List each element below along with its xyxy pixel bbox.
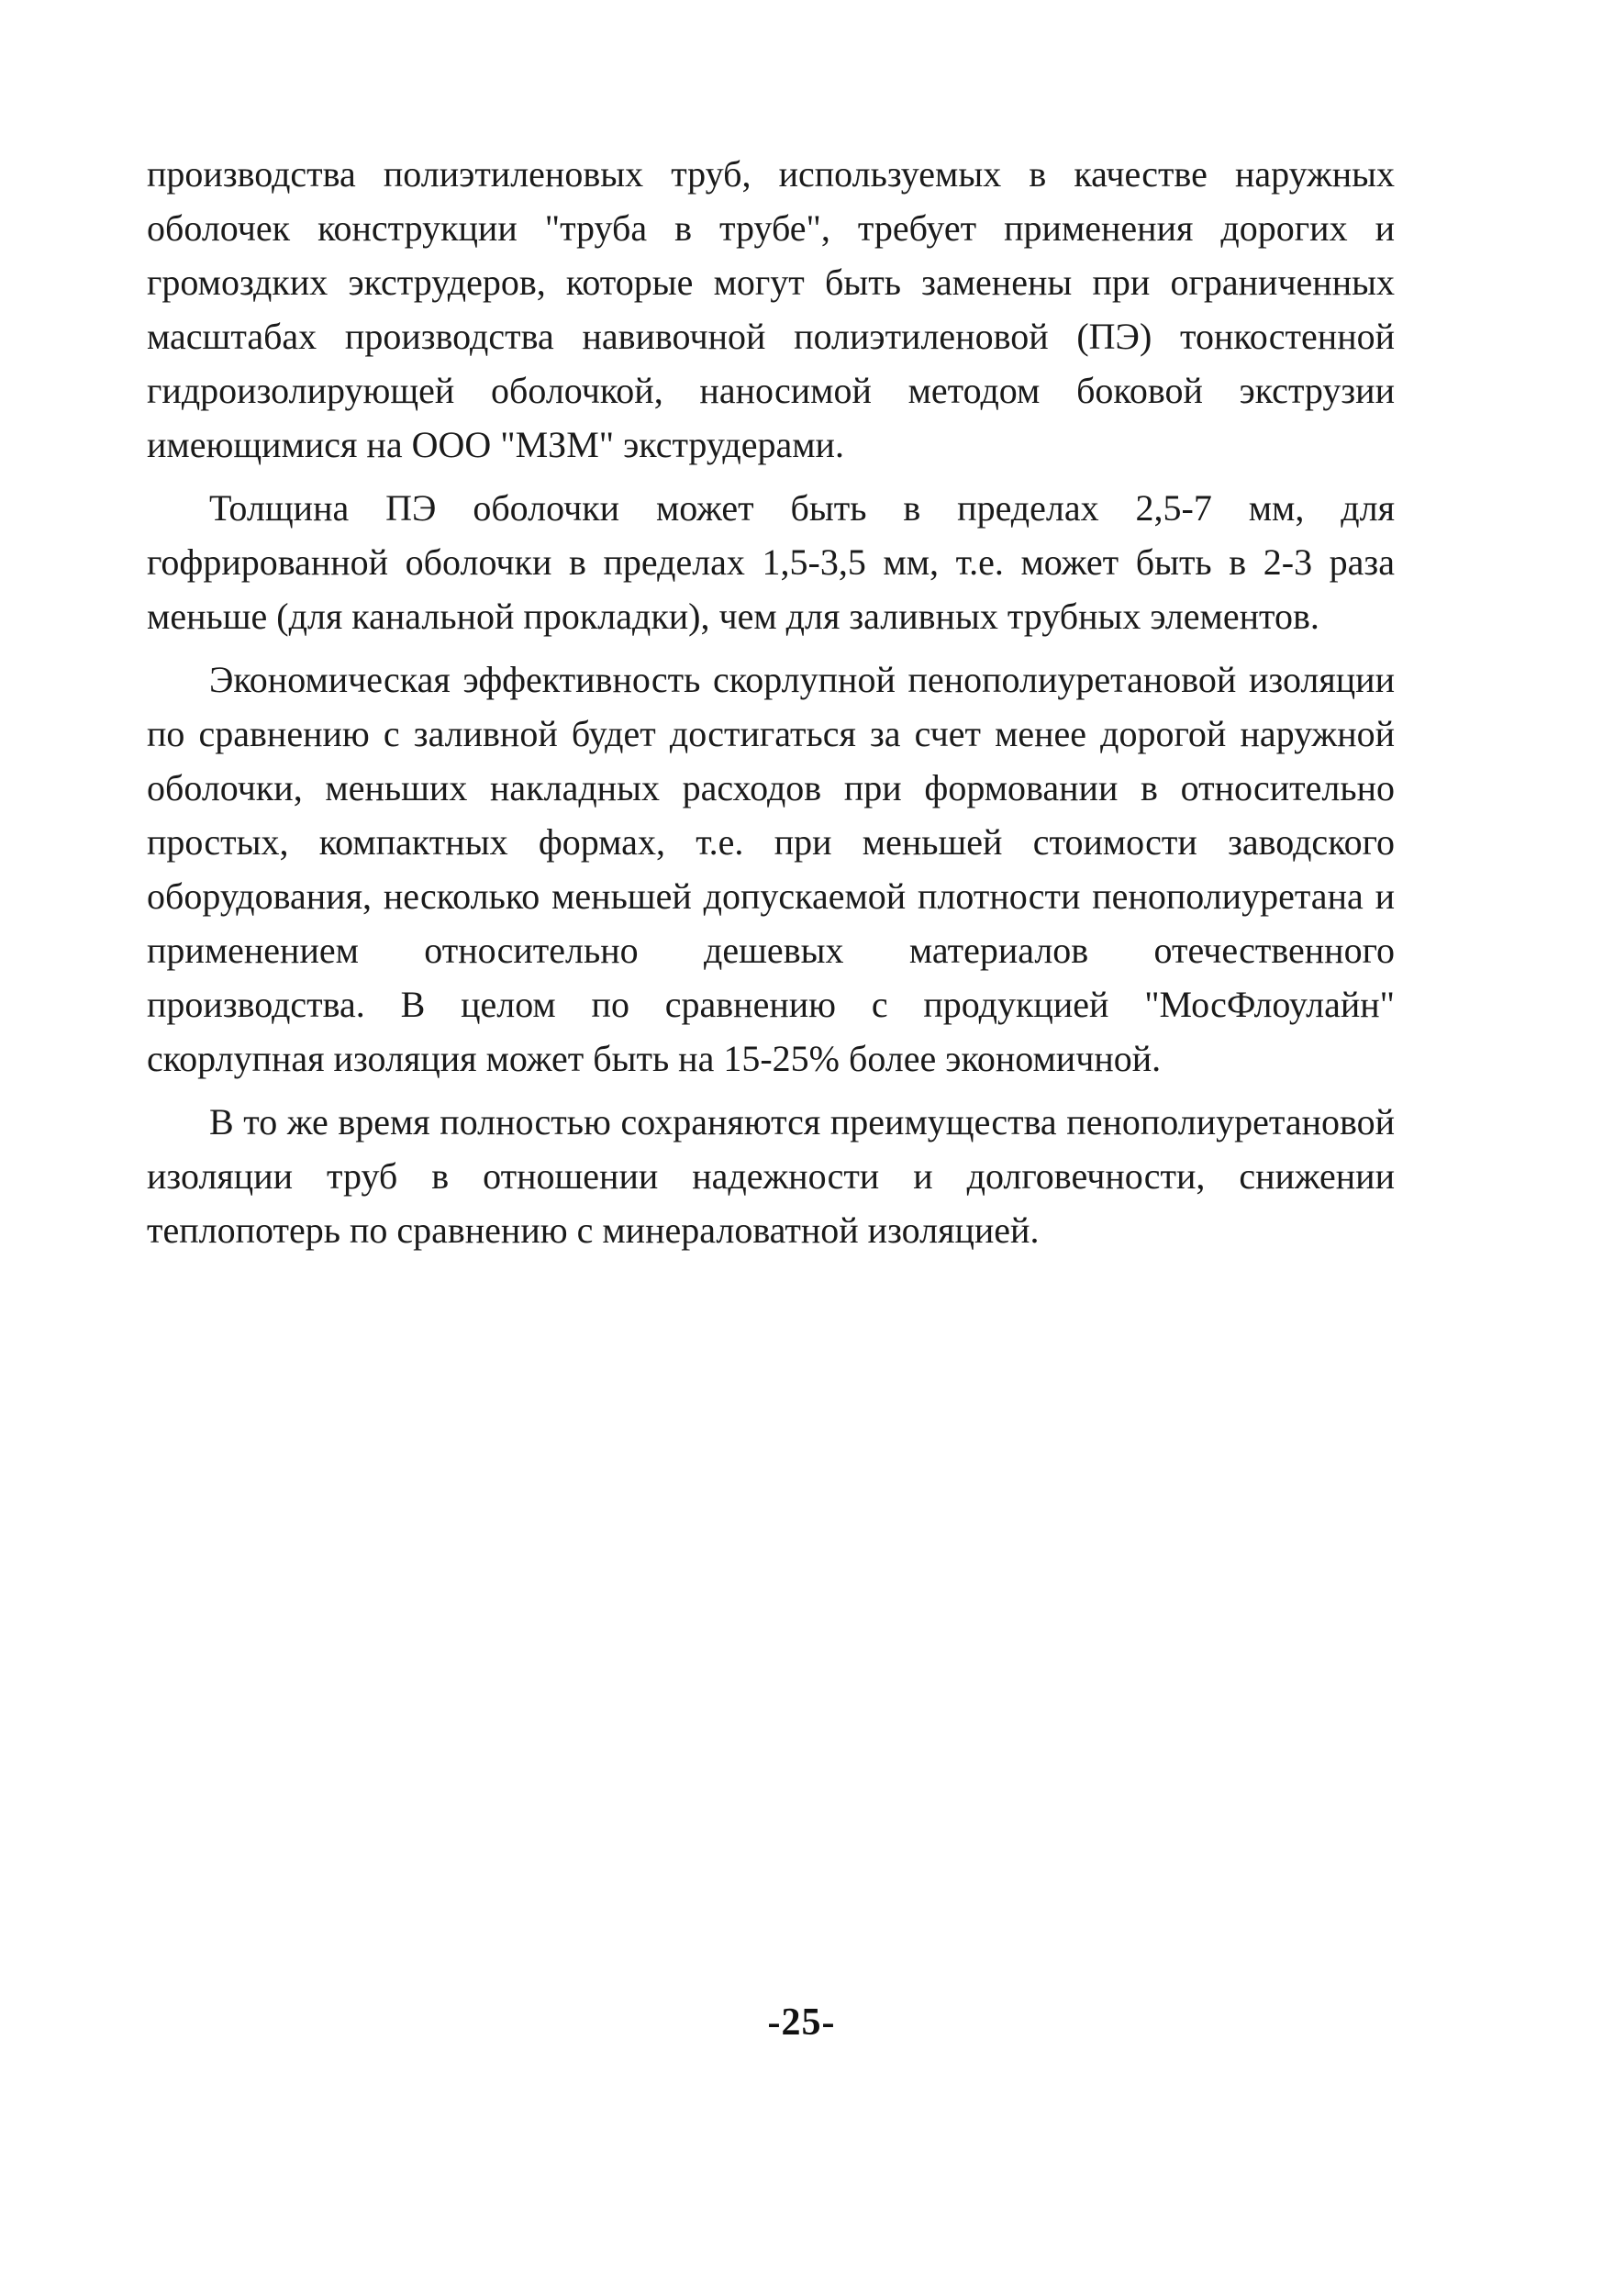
paragraph-economic-efficiency: Экономическая эффективность скорлупной пенополиуретановой изоляции по сравнению с заливной будет достигаться за счет менее дорогой наружной оболочки, меньших накладных расходов при формовании в относительно простых, компактных формах, т.е. при меньшей стоимости заводского оборудования, несколько меньшей допускаемой плотности пенополиуретана и применением относительно дешевых материалов отечественного производства. В целом по сравнению с продукцией "МосФлоулайн" скорлупная изоляция может быть на 15-25% более экономичной. [147, 659, 1395, 1079]
page-number: -25- [767, 2001, 836, 2044]
paragraph-pe-thickness: Толщина ПЭ оболочки может быть в пределах 2,5-7 мм, для гофрированной оболочки в пределах 1,5-3,5 мм, т.е. может быть в 2-3 раза меньше (для канальной прокладки), чем для заливных трубных элементов. [147, 487, 1395, 637]
paragraph-advantages: В то же время полностью сохраняются преимущества пенополиуретановой изоляции труб в отношении надежности и долговечности, снижении теплопотерь по сравнению с минераловатной изоляцией. [147, 1101, 1395, 1251]
body-text [147, 147, 1395, 1266]
paragraph-continuation: производства полиэтиленовых труб, используемых в качестве наружных оболочек конструкции "труба в трубе", требует применения дорогих и громоздких экструдеров, которые могут быть заменены при ограниченных масштабах производства навивочной полиэтиленовой (ПЭ) тонкостенной гидроизолирующей оболочкой, наносимой методом боковой экструзии имеющимися на ООО "МЗМ" экструдерами. [147, 153, 1395, 465]
